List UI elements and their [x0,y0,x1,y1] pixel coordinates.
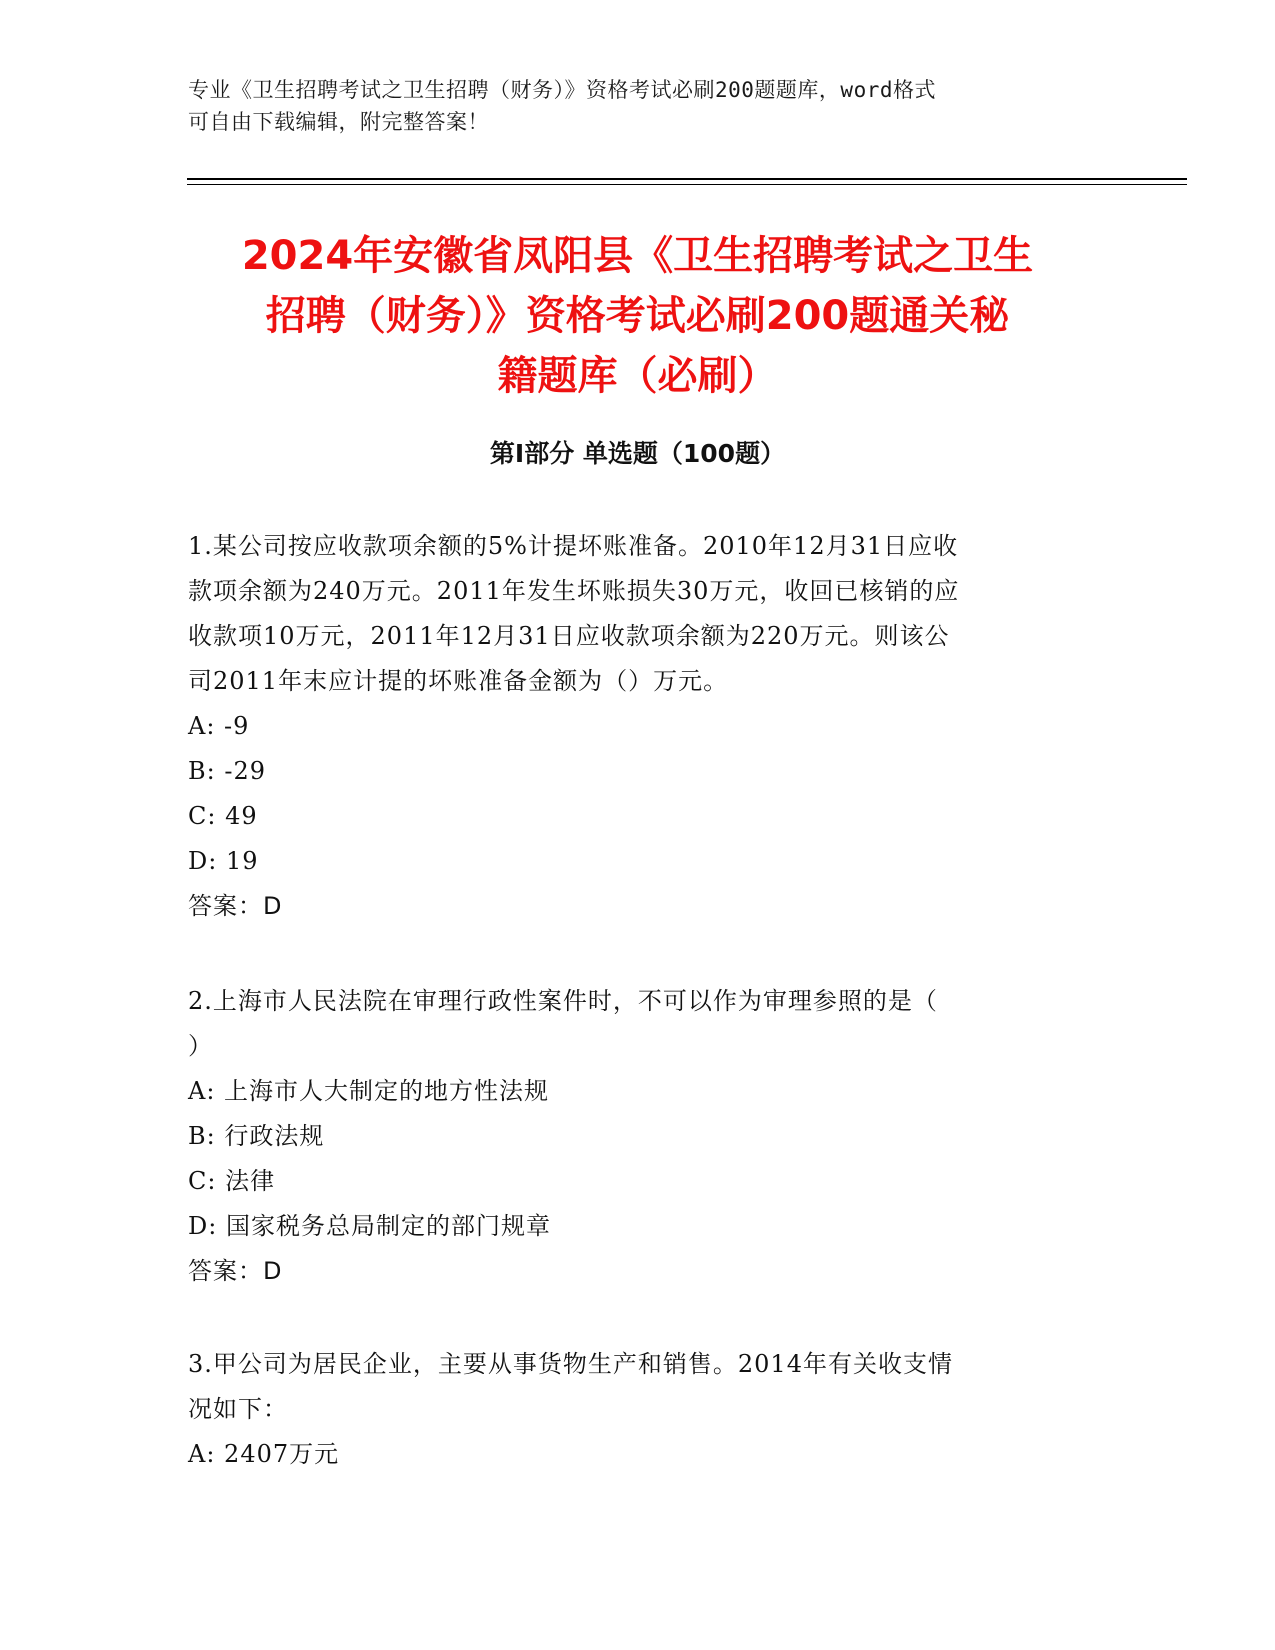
option-b: B: 行政法规 [188,1122,325,1150]
option-a: A: 2407万元 [188,1440,340,1468]
option-c: C: 49 [188,802,258,830]
option-d: D: 19 [188,847,259,875]
question-stem-line: 款项余额为240万元。2011年发生坏账损失30万元，收回已核销的应 [188,577,960,605]
question-2 [188,979,1088,1294]
question-stem-line: 收款项10万元，2011年12月31日应收款项余额为220万元。则该公 [188,622,950,650]
document-title [140,226,1135,406]
question-stem-line: 1.某公司按应收款项余额的5%计提坏账准备。2010年12月31日应收 [188,532,959,560]
header-note-line: 专业《卫生招聘考试之卫生招聘（财务）》资格考试必刷200题题库，word格式 [188,78,936,102]
header-note-line: 可自由下载编辑，附完整答案！ [188,110,489,134]
question-stem [188,979,1088,1069]
question-stem-line: 司2011年末应计提的坏账准备金额为（）万元。 [188,667,729,695]
question-stem [188,524,1088,704]
question-stem-line: 3.甲公司为居民企业，主要从事货物生产和销售。2014年有关收支情 [188,1350,953,1378]
option-d: D: 国家税务总局制定的部门规章 [188,1212,551,1240]
header-rule-thin [187,184,1187,185]
question-3 [188,1342,1088,1477]
question-stem-line: 2.上海市人民法院在审理行政性案件时，不可以作为审理参照的是（ [188,987,938,1015]
header-rule-thick [187,178,1187,180]
answer-label: 答案：D [188,892,283,920]
question-1 [188,524,1088,929]
title-line: 招聘（财务）》资格考试必刷200题通关秘 [265,293,1010,339]
question-stem-line: ） [188,1032,213,1060]
question-stem-line: 况如下： [188,1395,288,1423]
question-stem [188,1342,1088,1432]
option-a: A: 上海市人大制定的地方性法规 [188,1077,550,1105]
header-note [188,74,1088,138]
option-b: B: -29 [188,757,266,785]
section-title: 第Ⅰ部分 单选题（100题） [489,439,786,468]
title-line: 籍题库（必刷） [497,353,778,399]
answer-label: 答案：D [188,1257,283,1285]
option-a: A: -9 [188,712,250,740]
title-line: 2024年安徽省凤阳县《卫生招聘考试之卫生 [241,233,1034,279]
option-c: C: 法律 [188,1167,276,1195]
